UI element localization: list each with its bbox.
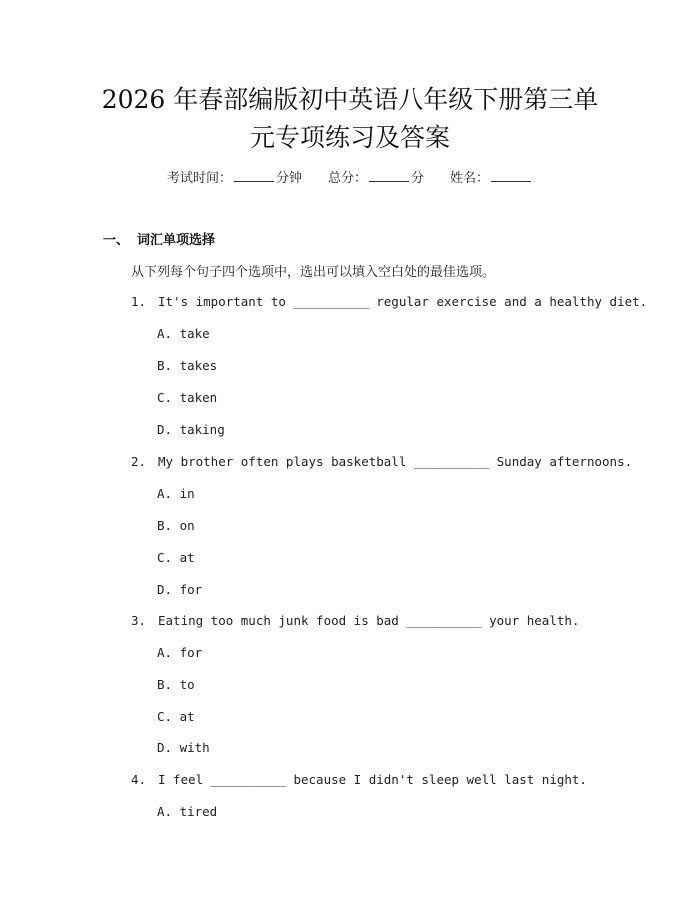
option-2b: B. on [157,518,195,533]
score-blank [369,169,409,182]
score-label: 总分： [327,171,367,186]
option-3a: A. for [157,645,203,660]
section-number: 一、 [103,233,130,248]
option-3b: B. to [157,677,195,692]
exam-info [0,167,700,186]
question-number: 2. [131,454,147,469]
document-title-line-2: 元专项练习及答案 [249,123,450,152]
time-label: 考试时间： [166,171,232,186]
option-1b: B. takes [157,358,218,373]
option-3c: C. at [157,709,195,724]
question-text: Eating too much junk food is bad __________ your health. [158,613,580,628]
question-text: I feel __________ because I didn't sleep well last night. [158,772,587,787]
question-2 [131,454,632,469]
question-4 [131,772,587,787]
option-2c: C. at [157,550,195,565]
option-1d: D. taking [157,422,225,437]
section-title: 词汇单项选择 [137,233,216,248]
section-instructions: 从下列每个句子四个选项中，选出可以填入空白处的最佳选项。 [131,265,496,280]
question-number: 3. [131,613,147,628]
option-4a: A. tired [157,804,218,819]
question-text: It's important to __________ regular exercise and a healthy diet. [158,294,648,309]
question-text: My brother often plays basketball __________ Sunday afternoons. [158,454,633,469]
option-3d: D. with [157,740,210,755]
option-2d: D. for [157,582,203,597]
option-1c: C. taken [157,390,218,405]
question-1 [131,294,647,309]
name-blank [491,169,531,182]
score-unit: 分 [411,171,425,186]
question-number: 4. [131,772,147,787]
name-label: 姓名： [450,171,490,186]
document-title-line-1: 2026 年春部编版初中英语八年级下册第三单 [101,85,599,114]
time-blank [234,169,274,182]
question-number: 1. [131,294,147,309]
question-3 [131,613,579,628]
option-1a: A. take [157,326,210,341]
time-unit: 分钟 [275,171,302,186]
section-heading [103,229,215,248]
option-2a: A. in [157,486,195,501]
